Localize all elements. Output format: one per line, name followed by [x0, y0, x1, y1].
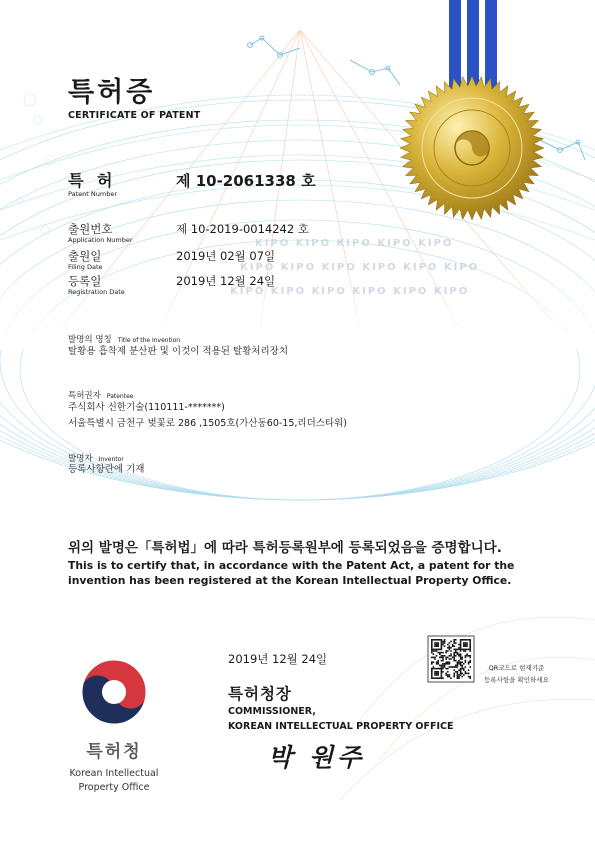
commissioner-title: 특허청장 [228, 685, 292, 703]
watermark-row: KIPO KIPO KIPO KIPO KIPO KIPO [240, 262, 480, 273]
patentee-name: 주식회사 신한기술(110111-*******) [68, 402, 225, 413]
qr-code-icon [428, 636, 474, 682]
patent-number-label-en: Patent Number [68, 190, 118, 198]
application-number-label-en: Application Number [68, 236, 133, 244]
application-number-value: 제 10-2019-0014242 호 [176, 222, 309, 236]
filing-date-label-en: Filing Date [68, 263, 103, 271]
watermark-row: KIPO KIPO KIPO KIPO KIPO KIPO [230, 286, 470, 297]
patentee-address: 서울특별시 금천구 벚꽃로 286 ,1505호(가산동60-15,리더스타워) [68, 418, 347, 429]
certification-statement-ko: 위의 발명은「특허법」에 따라 특허등록원부에 등록되었음을 증명합니다. [68, 540, 502, 556]
filing-date-value: 2019년 02월 07일 [176, 249, 276, 263]
logo-name-en-line2: Property Office [78, 782, 150, 793]
watermark-row: KIPO KIPO KIPO KIPO KIPO [255, 238, 454, 249]
filing-date-label: 출원일 [68, 249, 102, 263]
commissioner-line1: COMMISSIONER, [228, 706, 316, 717]
gold-seal-icon [400, 76, 544, 220]
patent-number-label: 특 허 [68, 171, 117, 190]
kipo-logo-icon [81, 659, 147, 725]
registration-date-value: 2019년 12월 24일 [176, 274, 276, 288]
registration-date-label-en: Registration Date [68, 288, 125, 296]
commissioner-signature: 박 원주 [268, 743, 366, 772]
issue-date: 2019년 12월 24일 [228, 652, 328, 666]
inventor-value: 등록사항란에 기재 [68, 464, 145, 475]
invention-label-en: Title of the Invention [117, 337, 181, 344]
qr-note-line1: QR코드로 현재기준 [488, 664, 545, 672]
logo-name-en-line1: Korean Intellectual [69, 768, 159, 779]
logo-name-ko: 특허청 [86, 742, 142, 762]
certification-statement-en: This is to certify that, in accordance with the Patent Act, a patent for the invention has been registered at the Korean Intellectual Property Office. [68, 559, 515, 587]
certificate-subtitle: CERTIFICATE OF PATENT [68, 110, 201, 121]
commissioner-line2: KOREAN INTELLECTUAL PROPERTY OFFICE [228, 721, 454, 732]
qr-note [484, 662, 549, 686]
invention-label: 발명의 명칭 [68, 335, 112, 345]
certificate-title: 특허증 [68, 77, 156, 108]
application-number-label: 출원번호 [68, 222, 113, 236]
patentee-label-en: Patentee [106, 393, 134, 400]
inventor-label-en: Inventor [98, 456, 124, 463]
qr-note-line2: 등록사항을 확인하세요 [484, 676, 549, 684]
invention-title-value: 탈황용 흡착제 분산판 및 이것이 적용된 탈황처리장치 [68, 346, 289, 357]
inventor-label: 발명자 [68, 454, 93, 464]
patent-number-value: 제 10-2061338 호 [176, 172, 316, 190]
registration-date-label: 등록일 [68, 274, 102, 288]
patentee-label: 특허권자 [68, 391, 101, 401]
